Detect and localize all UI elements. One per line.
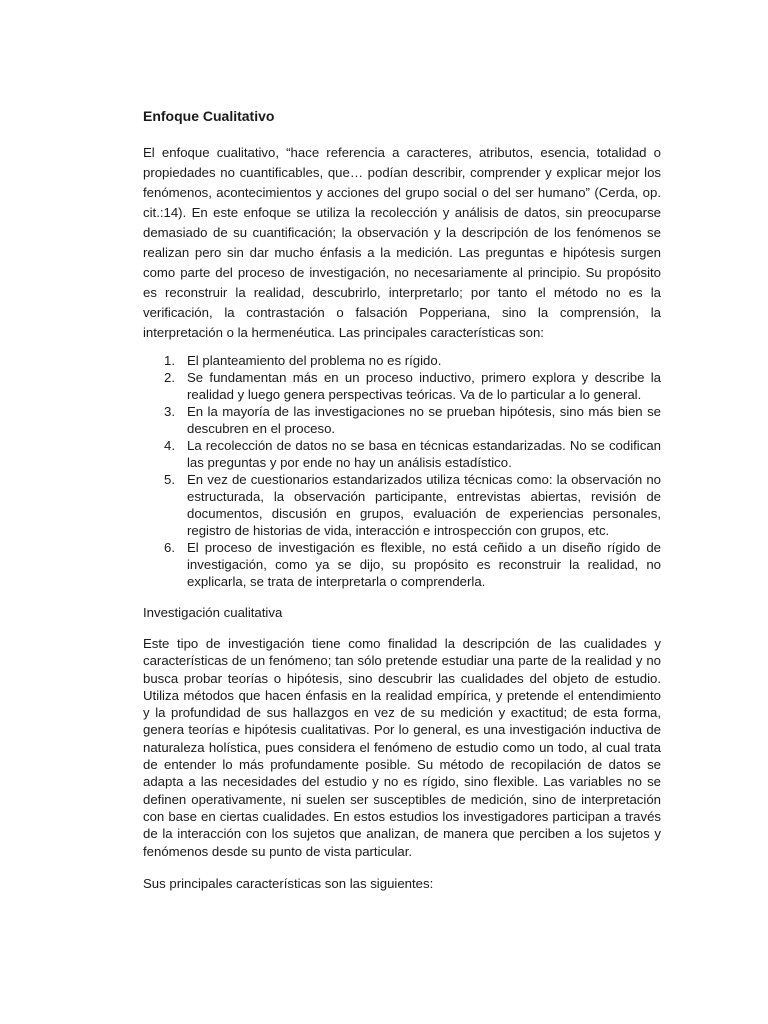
- heading: Enfoque Cualitativo: [143, 108, 275, 124]
- list-item-number: 2.: [164, 370, 175, 385]
- list-item-number: 5.: [164, 472, 175, 487]
- list-item: [143, 352, 661, 369]
- list-item: [143, 539, 661, 590]
- list-item-text: En la mayoría de las investigaciones no se prueban hipótesis, sino más bien se descubren en el proceso.: [187, 404, 661, 436]
- second-paragraph: Este tipo de investigación tiene como finalidad la descripción de las cualidades y características de un fenómeno; tan sólo pretende estudiar una parte de la realidad y no busca probar teorías o hipótesis, sino descubrir las cualidades del objeto de estudio. Utiliza métodos que hacen énfasis en la realidad empírica, y pretende el entendimiento y la profundidad de sus hallazgos en vez de su medición y exactitud; de esta forma, genera teorías e hipótesis cualitativas. Por lo general, es una investigación inductiva de naturaleza holística, pues considera el fenómeno de estudio como un todo, al cual trata de entender lo más profundamente posible. Su método de recopilación de datos se adapta a las necesidades del estudio y no es rígido, sino flexible. Las variables no se definen operativamente, ni suelen ser susceptibles de medición, sino de interpretación con base en ciertas cualidades. En estos estudios los investigadores participan a través de la interacción con los sujetos que analizan, de manera que perciben a los sujetos y fenómenos desde su punto de vista particular.: [143, 636, 661, 859]
- list-item-text: La recolección de datos no se basa en técnicas estandarizadas. No se codifican las preguntas y por ende no hay un análisis estadístico.: [187, 438, 661, 470]
- list-item-number: 1.: [164, 353, 175, 368]
- list-item-number: 3.: [164, 404, 175, 419]
- list-item: [143, 369, 661, 403]
- list-item-text: El planteamiento del problema no es rígido.: [187, 353, 442, 368]
- list-item-text: Se fundamentan más en un proceso inductivo, primero explora y describe la realidad y luego genera perspectivas teóricas. Va de lo particular a lo general.: [187, 370, 661, 402]
- characteristics-list: [143, 352, 661, 590]
- subheading: Investigación cualitativa: [143, 605, 283, 620]
- list-item-number: 6.: [164, 540, 175, 555]
- list-item: [143, 437, 661, 471]
- intro-paragraph: El enfoque cualitativo, “hace referencia a caracteres, atributos, esencia, totalidad o propiedades no cuantificables, que… podían describir, comprender y explicar mejor los fenómenos, acontecimientos y acciones del grupo social o del ser humano” (Cerda, op. cit.:14). En este enfoque se utiliza la recolección y análisis de datos, sin preocuparse demasiado de su cuantificación; la observación y la descripción de los fenómenos se realizan pero sin dar mucho énfasis a la medición. Las preguntas e hipótesis surgen como parte del proceso de investigación, no necesariamente al principio. Su propósito es reconstruir la realidad, descubrirlo, interpretarlo; por tanto el método no es la verificación, la contrastación o falsación Popperiana, sino la comprensión, la interpretación o la hermenéutica. Las principales características son:: [143, 145, 661, 340]
- list-item-number: 4.: [164, 438, 175, 453]
- closing-line: Sus principales características son las siguientes:: [143, 875, 434, 891]
- list-item: [143, 471, 661, 539]
- list-item-text: El proceso de investigación es flexible, no está ceñido a un diseño rígido de investigación, como ya se dijo, su propósito es reconstruir la realidad, no explicarla, se trata de interpretarla o comprenderla.: [187, 540, 661, 589]
- list-item-text: En vez de cuestionarios estandarizados utiliza técnicas como: la observación no estructurada, la observación participante, entrevistas abiertas, revisión de documentos, discusión en grupos, evaluación de experiencias personales, registro de historias de vida, interacción e introspección con grupos, etc.: [187, 472, 661, 538]
- document-body: [143, 108, 661, 892]
- list-item: [143, 403, 661, 437]
